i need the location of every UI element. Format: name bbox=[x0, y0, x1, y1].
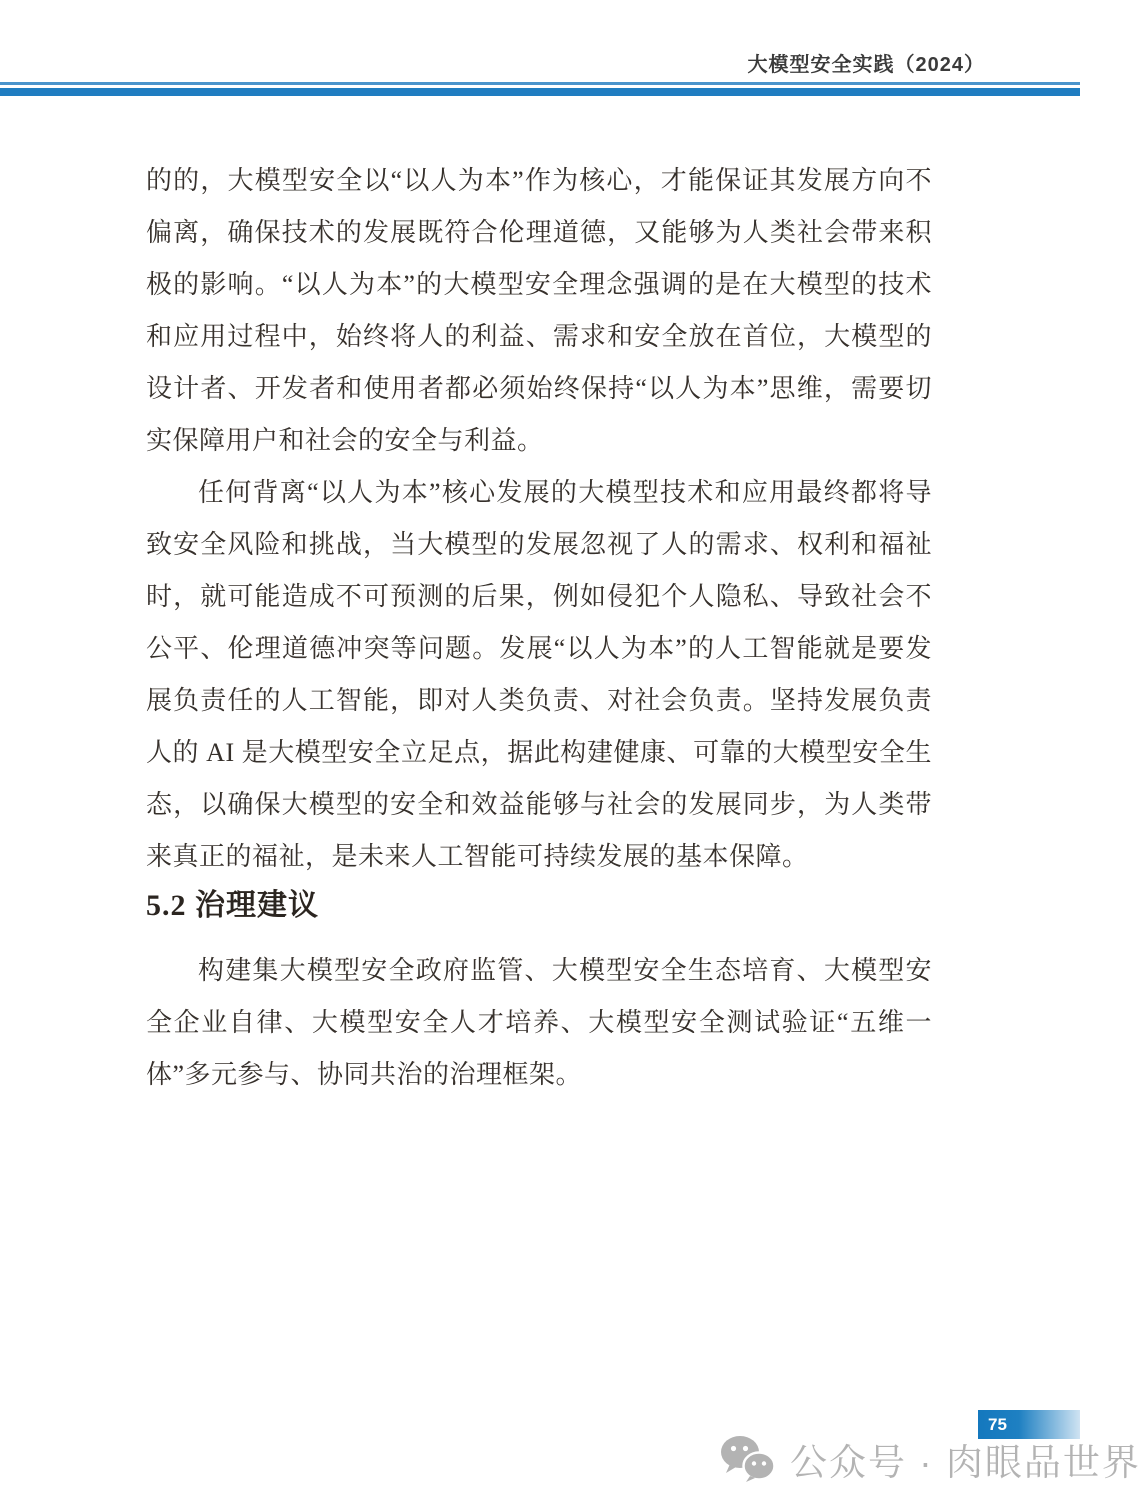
watermark-text: 公众号 · 肉眼品世界 bbox=[790, 1442, 1141, 1483]
body-paragraph-3: 构建集大模型安全政府监管、大模型安全生态培育、大模型安全企业自律、大模型安全人才培养、大模型安全测试验证“五维一体”多元参与、协同共治的治理框架。 bbox=[146, 956, 932, 1089]
body-content bbox=[146, 155, 932, 1101]
wechat-icon bbox=[720, 1435, 776, 1483]
body-paragraph-2: 任何背离“以人为本”核心发展的大模型技术和应用最终都将导致安全风险和挑战，当大模型的发展忽视了人的需求、权利和福祉时，就可能造成不可预测的后果，例如侵犯个人隐私、导致社会不公平、伦理道德冲突等问题。发展“以人为本”的人工智能就是要发展负责任的人工智能，即对人类负责、对社会负责。坚持发展负责人的 AI 是大模型安全立足点，据此构建健康、可靠的大模型安全生态，以确保大模型的安全和效益能够与社会的发展同步，为人类带来真正的福祉，是未来人工智能可持续发展的基本保障。 bbox=[146, 478, 932, 871]
section-heading: 5.2 治理建议 bbox=[146, 889, 319, 922]
body-paragraph-1: 的的，大模型安全以“以人为本”作为核心，才能保证其发展方向不偏离，确保技术的发展既符合伦理道德，又能够为人类社会带来积极的影响。“以人为本”的大模型安全理念强调的是在大模型的技术和应用过程中，始终将人的利益、需求和安全放在首位，大模型的设计者、开发者和使用者都必须始终保持“以人为本”思维，需要切实保障用户和社会的安全与利益。 bbox=[146, 166, 932, 455]
header-rule-thin bbox=[0, 82, 1080, 85]
header-rule-thick bbox=[0, 88, 1080, 96]
watermark bbox=[720, 1432, 1141, 1486]
page-number: 75 bbox=[988, 1414, 1007, 1434]
header-title: 大模型安全实践（2024） bbox=[747, 54, 985, 76]
